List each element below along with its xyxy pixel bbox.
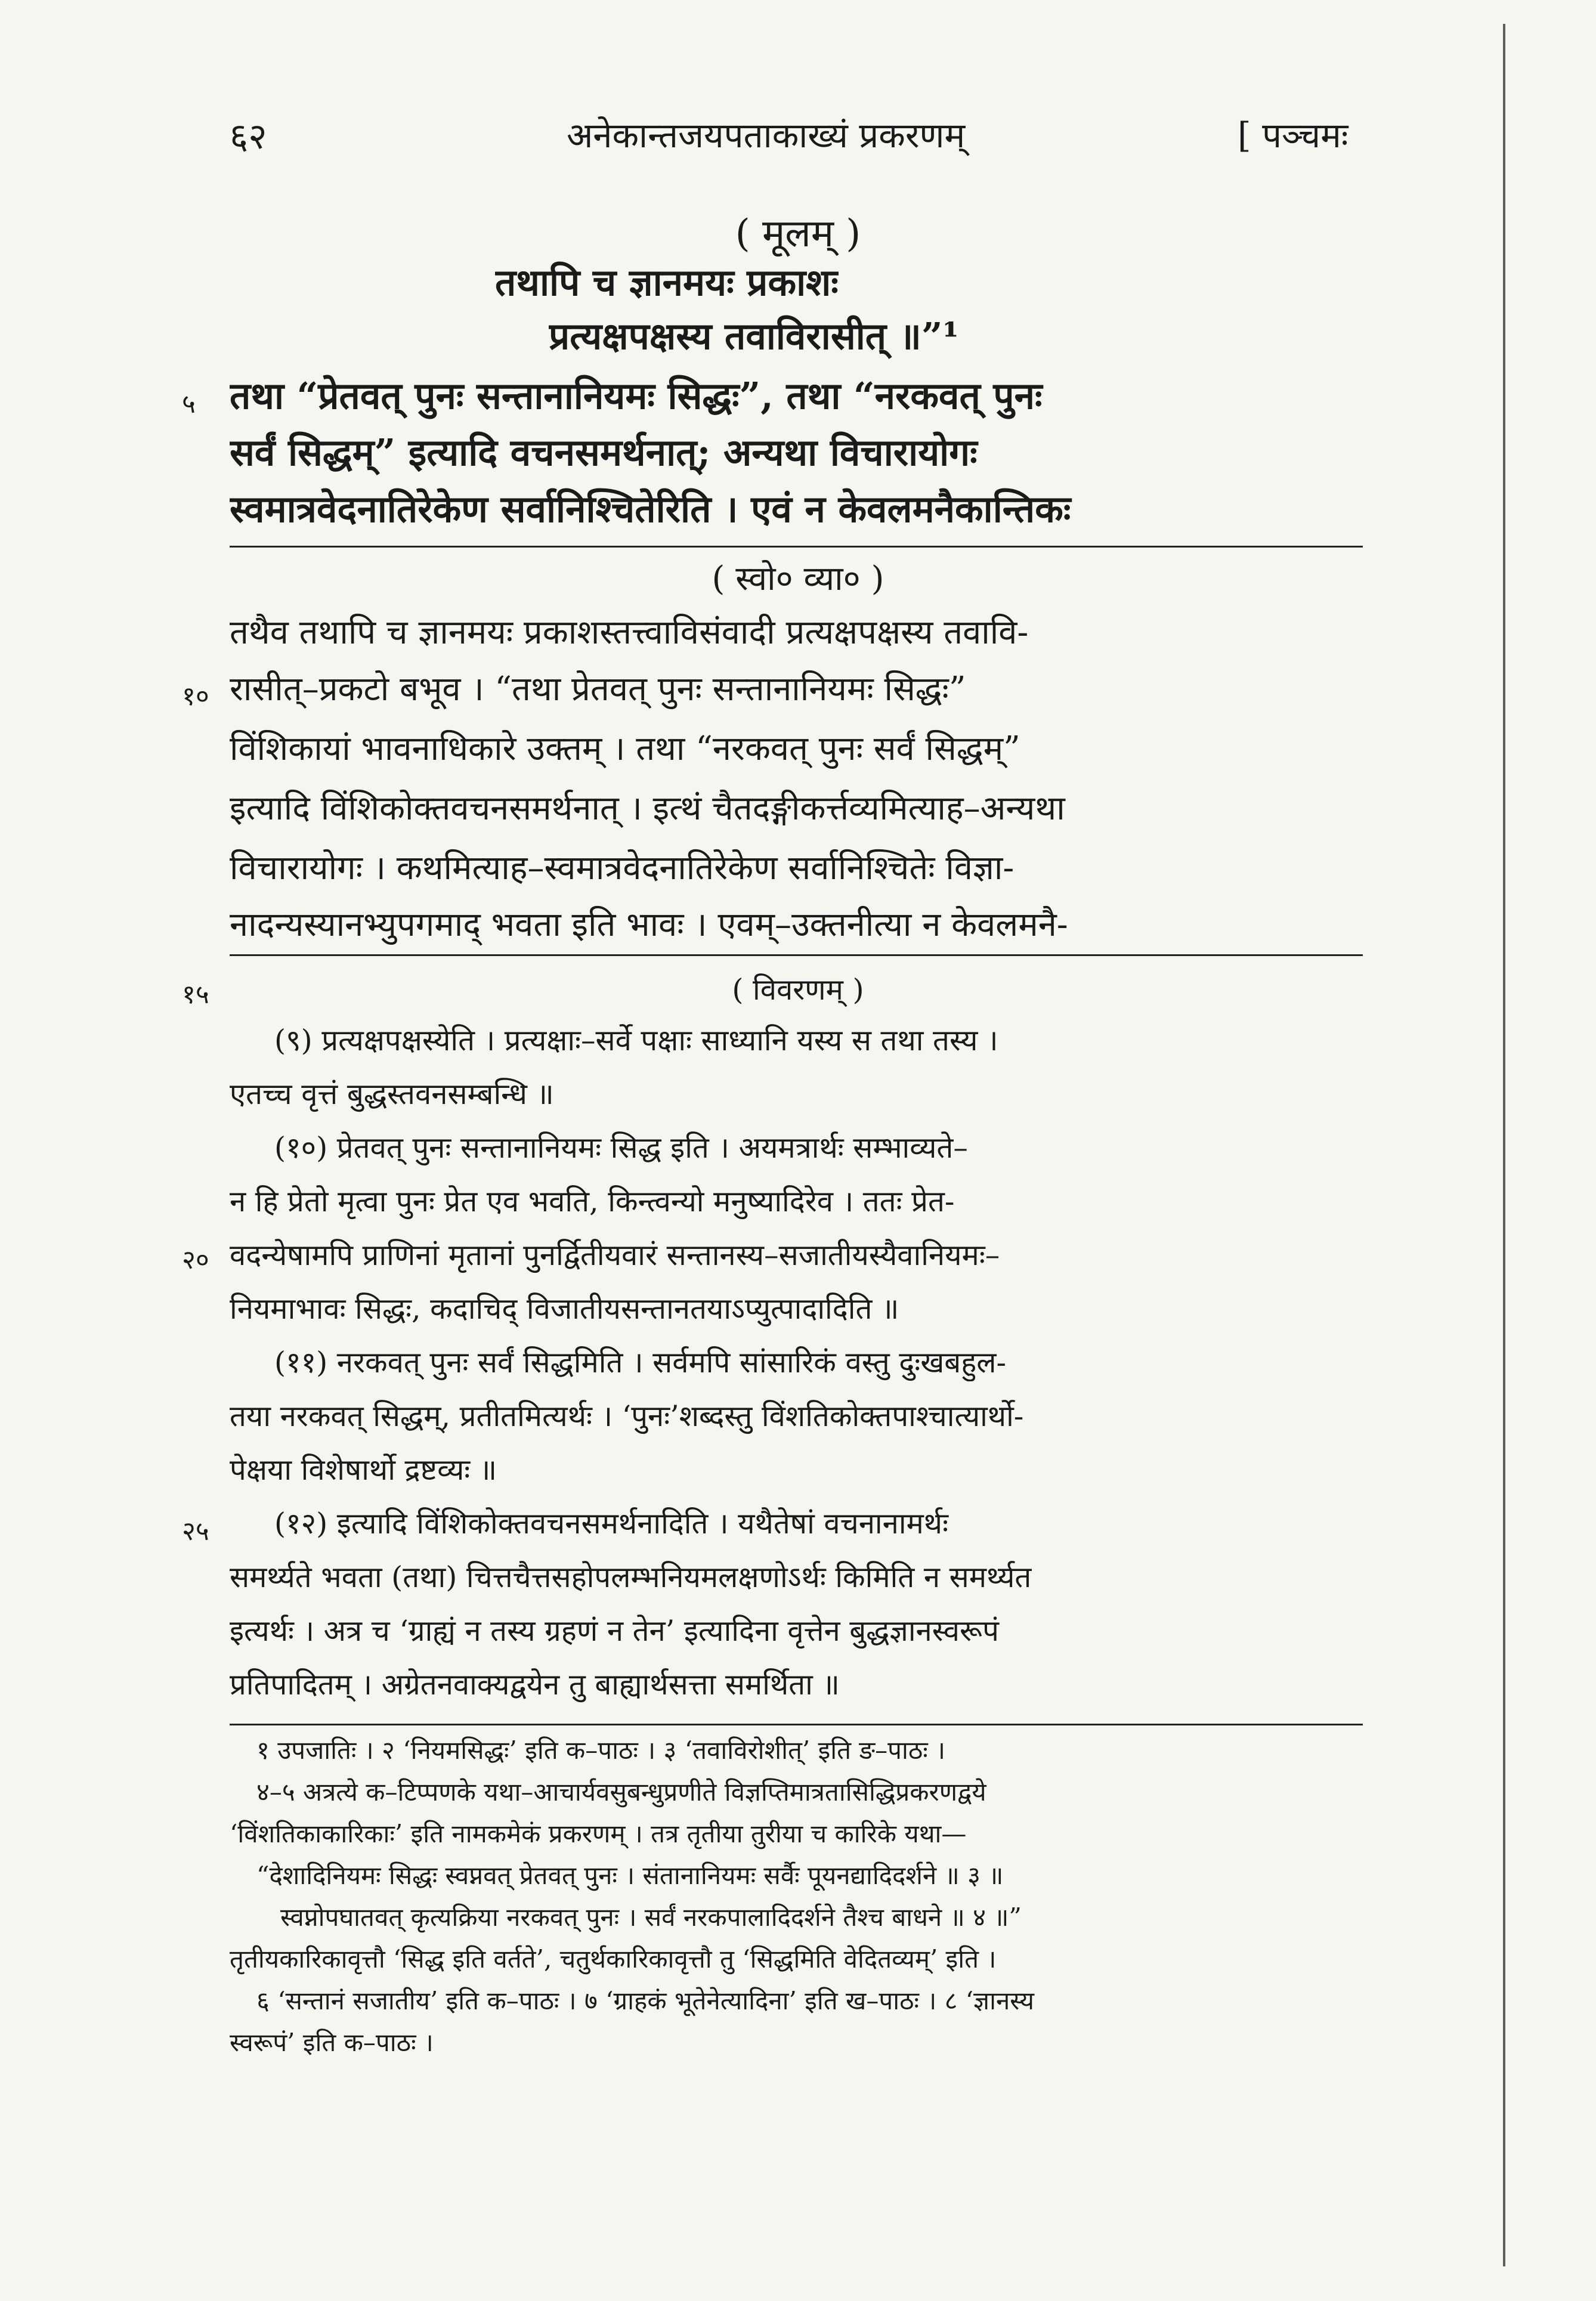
line-number: ५ — [182, 389, 196, 419]
vivaranam-line: तया नरकवत् सिद्धम्, प्रतीतमित्यर्थः । ‘पुनः’शब्दस्तु विंशतिकोक्तपाश्चात्यार्थो- — [230, 1399, 1024, 1433]
vivaranam-line: (१०) प्रेतवत् पुनः सन्तानानियमः सिद्ध इति । अयमत्रार्थः सम्भाव्यते– — [274, 1131, 968, 1165]
vivaranam-line: नियमाभावः सिद्धः, कदाचिद् विजातीयसन्तानतयाऽप्युत्पादादिति ॥ — [230, 1292, 899, 1326]
line-number: २० — [182, 1245, 209, 1275]
vivaranam-line: प्रतिपादितम् । अग्रेतनवाक्यद्वयेन तु बाह्यार्थसत्ता समर्थिता ॥ — [230, 1668, 840, 1702]
vivaranam-line: एतच्च वृत्तं बुद्धस्तवनसम्बन्धि ॥ — [230, 1077, 554, 1111]
vivaranam-line: न हि प्रेतो मृत्वा पुनः प्रेत एव भवति, किन्त्वन्यो मनुष्यादिरेव । ततः प्रेत- — [230, 1184, 955, 1218]
mulam-line: प्रत्यक्षपक्षस्य तवाविरासीत् ॥”¹ — [549, 314, 959, 358]
page-number: ६२ — [230, 116, 267, 157]
vivaranam-line: (११) नरकवत् पुनः सर्वं सिद्धमिति । सर्वमपि सांसारिकं वस्तु दुःखबहुल- — [274, 1346, 1007, 1380]
line-number: १० — [182, 681, 209, 712]
footnote: १ उपजातिः । २ ‘नियमसिद्धः’ इति क–पाठः । ३ ‘तवाविरोशीत्’ इति ङ–पाठः । — [256, 1736, 946, 1765]
vivaranam-line: (९) प्रत्यक्षपक्षस्येति । प्रत्यक्षाः–सर्वे पक्षाः साध्यानि यस्य स तथा तस्य । — [274, 1023, 998, 1057]
running-title: अनेकान्तजयपताकाख्यं प्रकरणम् — [567, 115, 966, 156]
vyakhya-line: नादन्यस्यानभ्युपगमाद् भवता इति भावः । एवम्–उक्तनीत्या न केवलमनै- — [230, 905, 1068, 944]
vivaranam-line: समर्थ्यते भवता (तथा) चित्तचैत्तसहोपलम्भनियमलक्षणोऽर्थः किमिति न समर्थ्यत — [230, 1560, 1032, 1594]
vyakhya-heading: ( स्वो० व्या० ) — [712, 559, 884, 598]
footnote: ४–५ अत्रत्ये क–टिप्पणके यथा–आचार्यवसुबन्धुप्रणीते विज्ञप्तिमात्रतासिद्धिप्रकरणद्वये — [256, 1777, 986, 1807]
vivaranam-line: वदन्येषामपि प्राणिनां मृतानां पुनर्द्वितीयवारं सन्तानस्य–सजातीयस्यैवानियमः– — [230, 1238, 1000, 1272]
mulam-line: स्वमात्रवेदनातिरेकेण सर्वानिश्चितेरिति । एवं न केवलमनैकान्तिकः — [230, 487, 1071, 531]
vivaranam-line: पेक्षया विशेषार्थो द्रष्टव्यः ॥ — [230, 1453, 497, 1487]
section-label: [ पञ्चमः — [1238, 115, 1348, 156]
mulam-heading: ( मूलम् ) — [735, 212, 861, 256]
footnote-divider — [230, 1724, 1363, 1725]
footnote: ६ ‘सन्तानं सजातीय’ इति क–पाठः । ७ ‘ग्राहकं भूतेनेत्यादिना’ इति ख–पाठः । ८ ‘ज्ञानस्य — [256, 1986, 1034, 2015]
vyakhya-line: तथैव तथापि च ज्ञानमयः प्रकाशस्तत्त्वाविसंवादी प्रत्यक्षपक्षस्य तवावि- — [230, 613, 1029, 652]
footnote: तृतीयकारिकावृत्तौ ‘सिद्ध इति वर्तते’, चतुर्थकारिकावृत्तौ तु ‘सिद्धमिति वेदितव्यम्’ इति । — [230, 1944, 997, 1974]
vyakhya-line: रासीत्–प्रकटो बभूव । “तथा प्रेतवत् पुनः सन्तानानियमः सिद्धः” — [230, 670, 966, 709]
vyakhya-line: विचारायोगः । कथमित्याह–स्वमात्रवेदनातिरेकेण सर्वानिश्चितेः विज्ञा- — [230, 849, 1014, 887]
footnote: ‘विंशतिकाकारिकाः’ इति नामकमेकं प्रकरणम् । तत्र तृतीया तुरीया च कारिके यथा— — [230, 1819, 967, 1848]
line-number: २५ — [182, 1516, 209, 1547]
vyakhya-line: विंशिकायां भावनाधिकारे उक्तम् । तथा “नरकवत् पुनः सर्वं सिद्धम्” — [230, 729, 1020, 768]
section-divider — [230, 954, 1363, 956]
footnote: “देशादिनियमः सिद्धः स्वप्नवत् प्रेतवत् पुनः । संतानानियमः सर्वैः पूयनद्यादिदर्शने ॥ ३ ॥ — [256, 1861, 1004, 1890]
footnote: स्वरूपं’ इति क–पाठः । — [230, 2028, 434, 2057]
vivaranam-heading: ( विवरणम् ) — [732, 973, 864, 1007]
mulam-line: सर्वं सिद्धम्” इत्यादि वचनसमर्थनात्; अन्यथा विचारायोगः — [230, 431, 978, 474]
footnote: स्वप्नोपघातवत् कृत्यक्रिया नरकवत् पुनः । सर्वं नरकपालादिदर्शने तैश्च बाधने ॥ ४ ॥” — [280, 1903, 1022, 1932]
line-number: १५ — [182, 979, 209, 1010]
mulam-line: तथा “प्रेतवत् पुनः सन्तानानियमः सिद्धः”, तथा “नरकवत् पुनः — [230, 374, 1043, 417]
vivaranam-line: इत्यर्थः । अत्र च ‘ग्राह्यं न तस्य ग्रहणं न तेन’ इत्यादिना वृत्तेन बुद्धज्ञानस्वरूपं — [230, 1614, 999, 1648]
section-divider — [230, 546, 1363, 548]
vyakhya-line: इत्यादि विंशिकोक्तवचनसमर्थनात् । इत्थं चैतदङ्गीकर्त्तव्यमित्याह–अन्यथा — [230, 789, 1065, 828]
mulam-line: तथापि च ज्ञानमयः प्रकाशः — [495, 261, 839, 304]
vivaranam-line: (१२) इत्यादि विंशिकोक्तवचनसमर्थनादिति । यथैतेषां वचनानामर्थः — [274, 1507, 949, 1541]
